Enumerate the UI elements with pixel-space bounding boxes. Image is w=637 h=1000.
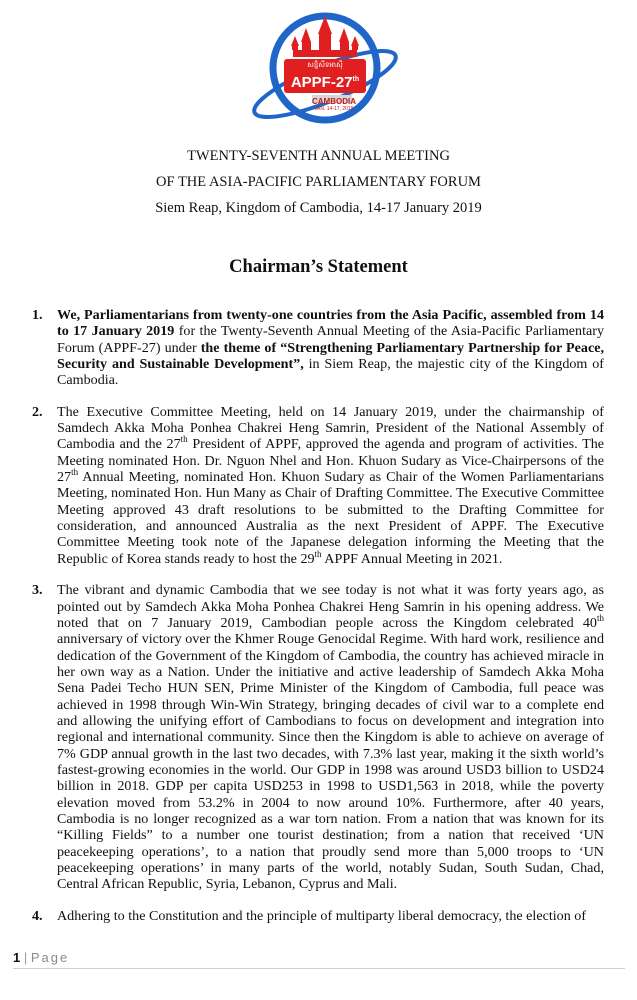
- ordinal-superscript: th: [314, 548, 322, 559]
- paragraph-item: [32, 404, 604, 567]
- logo-event-superscript: th: [352, 76, 360, 83]
- ordinal-superscript: th: [71, 467, 79, 478]
- text-segment: anniversary of victory over the Khmer Rouge Genocidal Regime. With hard work, resilience and dedication of the Government of the Kingdom of Cambodia, the country has achieved miracle in her own way as a Nation. Under the initiative and active leadership of Samdech Akka Moha Sena Padei Techo HUN SEN, Prime Minister of the Kingdom of Cambodia, full peace was achieved in 1998 through Win-Win Strategy, bringing decades of civil war to a complete end and allowing the unifying effort of Cambodians to focus on development and integration into regional and international community. Since then the Kingdom is able to achieve on average of 7% GDP annual growth in the last two decades, with 7.3% last year, making it the sixth world’s fastest-growing economies in the world. Our GDP in 1998 was around USD3 billion to USD24 billion in 2018. GDP per capita USD253 in 1998 to USD1,563 in 2018, while the poverty elevation moved from 53.2% in 2004 to now around 10%. Furthermore, after 40 years, Cambodia is no longer recognized as a war torn nation. From a nation that was known for its “Killing Fields” to a number one tourist destination; from a nation that received ‘UN peacekeeping operations’, to a nation that proudly send more than 5,000 troops to ‘UN peacekeeping operations’ in many parts of the world, notably Sudan, South Sudan, Chad, Central African Republic, Syria, Lebanon, Cyprus and Mali.: [57, 631, 604, 893]
- statement-paragraphs: [32, 307, 604, 939]
- header-line-3: Siem Reap, Kingdom of Cambodia, 14-17 January 2019: [155, 200, 482, 216]
- header-line-1: TWENTY-SEVENTH ANNUAL MEETING: [187, 148, 450, 164]
- logo-event-name: [284, 70, 366, 93]
- paragraph-item: [32, 307, 604, 389]
- document-title: Chairman’s Statement: [229, 257, 408, 277]
- logo-country: CAMBODIA: [312, 97, 356, 106]
- paragraph-number: 2.: [32, 403, 43, 420]
- logo-dates: JAN. 14-17, 2019: [314, 106, 354, 112]
- text-segment: The vibrant and dynamic Cambodia that we see today is not what it was forty years ago, as pointed out by Samdech Akka Moha Ponhea Chakrei Heng Samrin in his opening address. We noted that on 7 January 2019, Cambodian people across the Kingdom celebrated 40: [57, 582, 604, 631]
- paragraph-item: [32, 582, 604, 893]
- paragraph-text: [57, 908, 604, 924]
- page-label: Page: [30, 950, 70, 965]
- text-segment: in Siem Reap, the majestic city of the Kingdom of Cambodia.: [57, 356, 604, 389]
- paragraph-number: 1.: [32, 307, 43, 323]
- paragraph-text: [57, 582, 604, 893]
- paragraph-text: [57, 404, 604, 567]
- text-segment: the theme of “Strengthening Parliamentary Partnership for Peace, Security and Sustainable Development”,: [57, 339, 604, 373]
- text-segment: President of APPF, approved the agenda and program of activities. The Meeting nominated Hon. Dr. Nguon Nhel and Hon. Khuon Sudary as Vice-Chairpersons of the 27: [57, 436, 605, 486]
- appf-27-logo: [246, 6, 404, 134]
- text-segment: Annual Meeting, nominated Hon. Khuon Sudary as Chair of the Women Parliamentarians Meeting, nominated Hon. Hun Many as Chair of Drafting Committee. The Executive Committee Meeting approved 43 draft resolutions to be submitted to the Drafting Committee for consideration, and announced Australia as the next President of APPF. The Executive Committee Meeting took note of the Japanese delegation informing the Meeting that the Republic of Korea stands ready to host the 29: [57, 469, 604, 567]
- text-segment: We, Parliamentarians from twenty-one countries from the Asia Pacific, assembled from 14 to 17 January 2019: [57, 307, 604, 340]
- header-line-2: OF THE ASIA-PACIFIC PARLIAMENTARY FORUM: [156, 174, 481, 190]
- page-separator: |: [23, 950, 28, 965]
- paragraph-number: 3.: [32, 582, 43, 599]
- page-number: 1: [13, 950, 21, 965]
- text-segment: The Executive Committee Meeting, held on 14 January 2019, under the chairmanship of Samdech Akka Moha Ponhea Chakrei Heng Samrin, President of the National Assembly of Cambodia and the 27: [57, 403, 604, 453]
- paragraph-text: [57, 307, 604, 389]
- ordinal-superscript: th: [180, 434, 188, 445]
- paragraph-item: [32, 908, 604, 924]
- logo-event-text: APPF-27: [290, 74, 353, 91]
- ordinal-superscript: th: [596, 612, 604, 623]
- logo-khmer-text: សន្និសីទអាស៊ី: [307, 61, 343, 69]
- paragraph-number: 4.: [32, 907, 43, 924]
- text-segment: for the Twenty-Seventh Annual Meeting of the Asia-Pacific Parliamentary Forum (APPF-27) under: [57, 323, 604, 356]
- text-segment: APPF Annual Meeting in 2021.: [321, 550, 503, 567]
- page-footer: [13, 950, 628, 965]
- text-segment: Adhering to the Constitution and the principle of multiparty liberal democracy, the election of: [57, 907, 587, 924]
- footer-divider: [13, 968, 625, 969]
